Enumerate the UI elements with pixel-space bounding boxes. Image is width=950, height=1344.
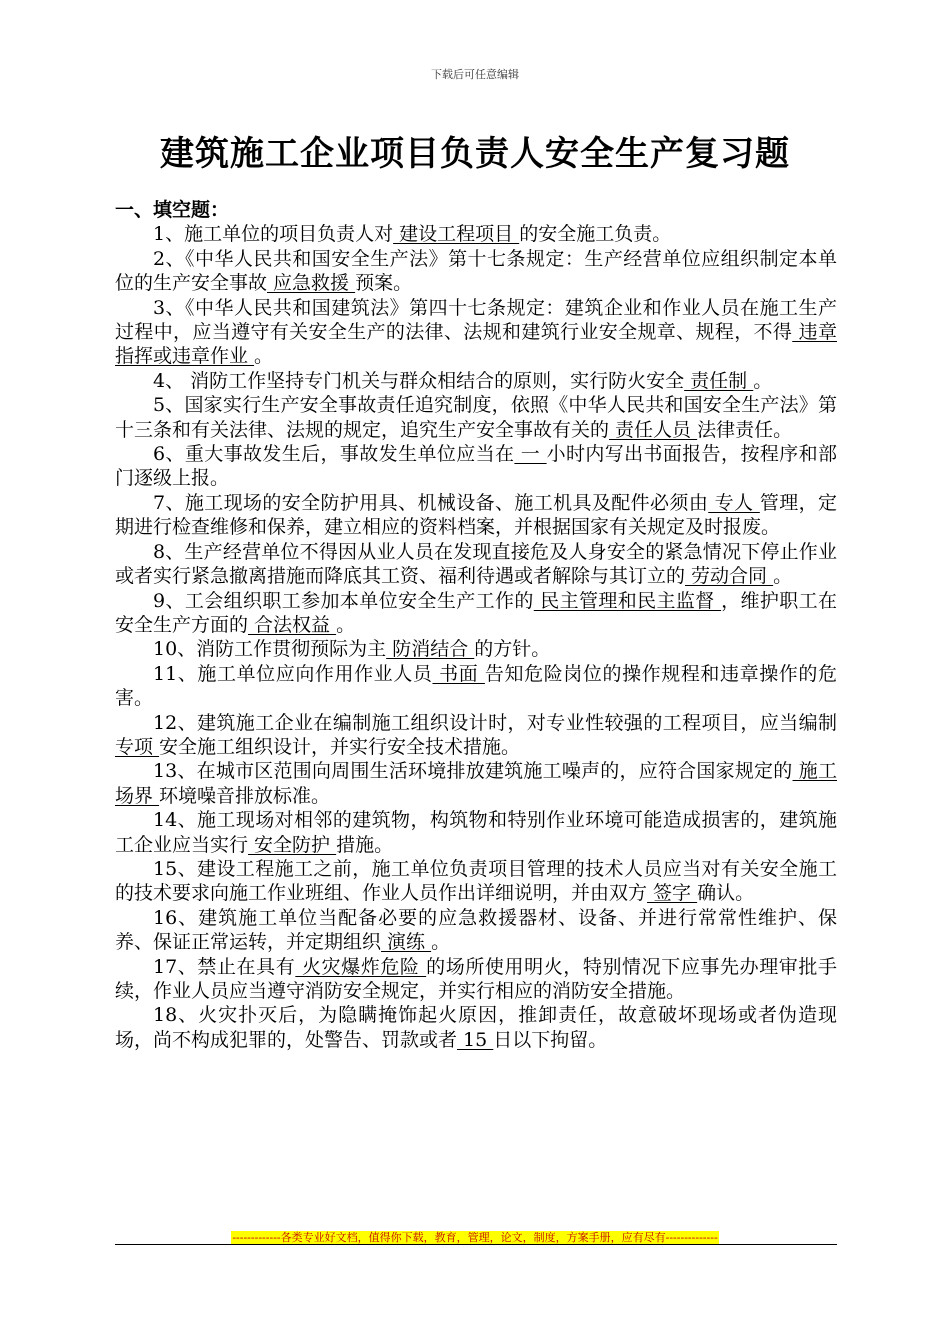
question-text: 15、建设工程施工之前，施工单位负责项目管理的技术人员应当对有关安全施工的技术要求向施工作业班组、作业人员作出详细说明，并由双方 <box>115 857 837 905</box>
answer-blank: 应急救援 <box>267 272 356 295</box>
question-17 <box>115 955 837 1004</box>
answer-blank: 书面 <box>432 662 485 685</box>
question-10 <box>115 637 837 661</box>
question-text: 。 <box>773 565 793 588</box>
question-text: 的场所使用明火，特别情况下应事先办理审批手续，作业人员应当遵守消防安全规定，并实行相应的消防安全措施。 <box>115 955 837 1002</box>
question-11 <box>115 662 837 711</box>
question-text: 日以下拘留。 <box>493 1028 608 1051</box>
question-3 <box>115 296 837 369</box>
question-5 <box>115 393 837 442</box>
answer-blank: 15 <box>457 1028 494 1051</box>
header-note: 下载后可任意编辑 <box>431 68 519 81</box>
document-body <box>115 198 837 1052</box>
answer-blank: 违章指挥或违章作业 <box>115 321 837 368</box>
answer-blank: 专人 <box>708 491 760 514</box>
question-text: 环境噪音排放标准。 <box>159 784 331 807</box>
question-1 <box>115 222 837 246</box>
answer-blank: 民主管理和民主监督 <box>533 589 722 612</box>
answer-blank: 责任制 <box>684 369 754 392</box>
question-text: 6、重大事故发生后，事故发生单位应当在 <box>153 443 515 466</box>
question-text: 的方针。 <box>474 638 551 661</box>
answer-blank: 施工场界 <box>115 760 837 807</box>
question-text: 。 <box>336 613 356 636</box>
document-title: 建筑施工企业项目负责人安全生产复习题 <box>160 134 790 174</box>
question-8 <box>115 540 837 589</box>
question-text: 1、施工单位的项目负责人对 <box>153 223 394 246</box>
question-text: 告知危险岗位的操作规程和违章操作的危害。 <box>115 662 837 710</box>
question-6 <box>115 442 837 491</box>
question-text: 措施。 <box>336 833 394 856</box>
question-text: 预案。 <box>355 272 413 295</box>
question-16 <box>115 906 837 955</box>
question-12 <box>115 711 837 760</box>
question-text: 。 <box>753 369 773 392</box>
question-text: 3、《中华人民共和国建筑法》第四十七条规定：建筑企业和作业人员在施工生产过程中，应当遵守有关安全生产的法律、法规和建筑行业安全规章、规程，不得 <box>115 296 837 344</box>
question-text: 12、建筑施工企业在编制施工组织设计时，对专业性较强的工程项目，应当编制 <box>153 711 837 734</box>
question-text: 。 <box>431 931 451 954</box>
question-text: 7、施工现场的安全防护用具、机械设备、施工机具及配件必须由 <box>153 491 709 514</box>
question-18 <box>115 1003 837 1052</box>
answer-blank: 演练 <box>381 931 432 954</box>
question-2 <box>115 247 837 296</box>
answer-blank: 一 <box>514 443 547 466</box>
question-13 <box>115 759 837 808</box>
question-text: 18、火灾扑灭后，为隐瞒掩饰起火原因，推卸责任，故意破坏现场或者伪造现场，尚不构成犯罪的，处警告、罚款或者 <box>115 1004 837 1051</box>
question-text: 2、《中华人民共和国安全生产法》第十七条规定：生产经营单位应组织制定本单位的生产安全事故 <box>115 247 837 295</box>
question-text: 9、工会组织职工参加本单位安全生产工作的 <box>153 589 534 612</box>
question-14 <box>115 808 837 857</box>
question-text: 8、生产经营单位不得因从业人员在发现直接危及人身安全的紧急情况下停止作业或者实行紧急撤离措施而降底其工资、福利待遇或者解除与其订立的 <box>115 540 837 588</box>
question-4 <box>115 369 837 393</box>
question-text: 。 <box>254 345 274 368</box>
answer-blank: 防消结合 <box>386 638 475 661</box>
question-text: 11、施工单位应向作用作业人员 <box>153 662 433 685</box>
question-9 <box>115 589 837 638</box>
question-text: ，维护职工在安全生产方面的 <box>115 589 837 636</box>
question-text: 的安全施工负责。 <box>519 223 672 246</box>
question-text: 法律责任。 <box>697 418 793 441</box>
question-text: 14、施工现场对相邻的建筑物，构筑物和特别作业环境可能造成损害的，建筑施工企业应当实行 <box>115 809 837 856</box>
section-heading: 一、填空题： <box>115 199 230 221</box>
question-text: 小时内写出书面报告，按程序和部门逐级上报。 <box>115 443 837 490</box>
footer-banner-text: -------------各类专业好文档，值得你下载，教育，管理，论文，制度，方案手册，应有尽有-------------- <box>232 1231 718 1244</box>
question-text: 确认。 <box>697 882 755 905</box>
footer-divider <box>115 1244 837 1245</box>
answer-blank: 安全防护 <box>248 833 337 856</box>
question-text: 4、 消防工作坚持专门机关与群众相结合的原则，实行防火安全 <box>153 369 685 392</box>
question-text: 10、消防工作贯彻预际为主 <box>153 638 387 661</box>
answer-blank: 专项 <box>115 735 160 758</box>
answer-blank: 责任人员 <box>609 418 698 441</box>
question-15 <box>115 857 837 906</box>
question-text: 13、在城市区范围向周围生活环境排放建筑施工噪声的，应符合国家规定的 <box>153 760 793 783</box>
question-text: 16、建筑施工单位当配备必要的应急救援器材、设备、并进行常常性维护、保养、保证正常运转，并定期组织 <box>115 906 837 954</box>
question-text: 17、禁止在具有 <box>153 955 296 978</box>
answer-blank: 合法权益 <box>248 613 337 636</box>
question-text: 安全施工组织设计，并实行安全技术措施。 <box>159 735 521 758</box>
answer-blank: 劳动合同 <box>685 565 774 588</box>
question-7 <box>115 491 837 540</box>
footer-banner <box>0 1226 950 1245</box>
answer-blank: 建设工程项目 <box>393 223 520 246</box>
answer-blank: 火灾爆炸危险 <box>295 955 427 978</box>
question-text: 管理，定期进行检查维修和保养，建立相应的资料档案，并根据国家有关规定及时报废。 <box>115 491 837 539</box>
answer-blank: 签字 <box>647 882 698 905</box>
question-text: 5、国家实行生产安全事故责任追究制度，依照《中华人民共和国安全生产法》第十三条和有关法律、法规的规定，追究生产安全事故有关的 <box>115 394 837 441</box>
